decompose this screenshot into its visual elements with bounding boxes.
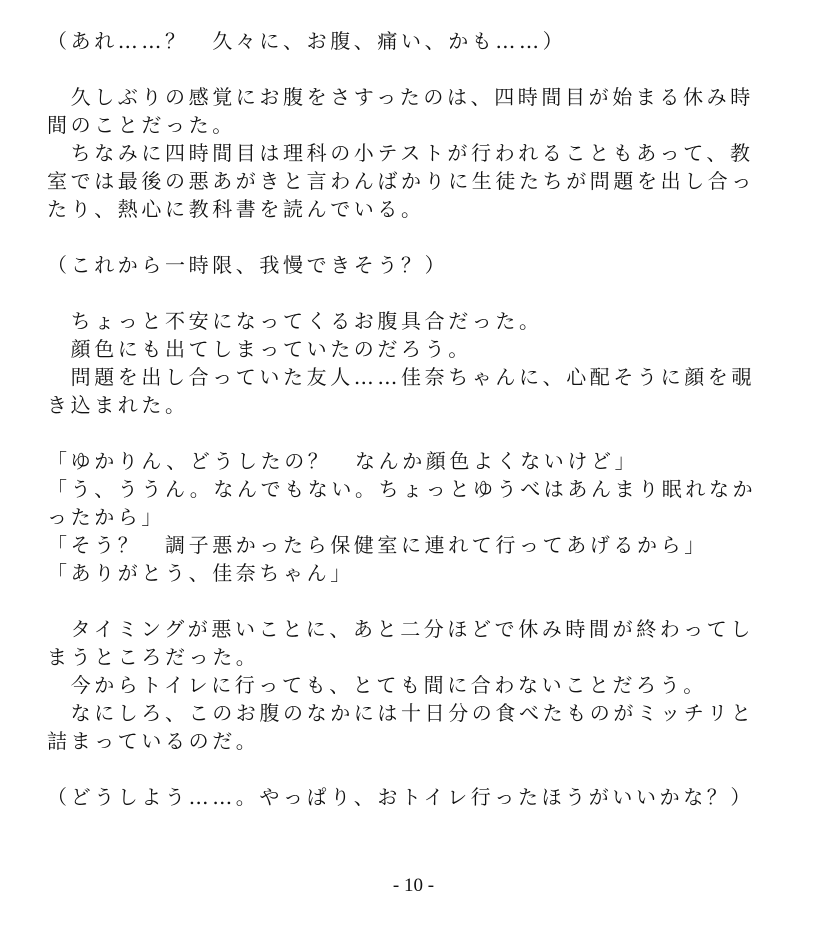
dialogue-line: 「う、ううん。なんでもない。ちょっとゆうべはあんまり眠れなか [47, 477, 757, 501]
text-line: （あれ……？ 久々に、お腹、痛い、かも……） [47, 29, 567, 53]
blank-line [47, 55, 807, 83]
text-line: 今からトイレに行っても、とても間に合わないことだろう。 [47, 673, 707, 697]
text-line: たり、熱心に教科書を読んでいる。 [47, 197, 425, 221]
text-line: 久しぶりの感覚にお腹をさすったのは、四時間目が始まる休み時 [47, 85, 754, 109]
text-line: 室では最後の悪あがきと言わんばかりに生徒たちが問題を出し合っ [47, 169, 755, 193]
text-line: （どうしよう……。やっぱり、おトイレ行ったほうがいいかな？） [47, 785, 754, 809]
blank-line [47, 419, 807, 447]
page-body [47, 27, 807, 811]
text-line: （これから一時限、我慢できそう？） [47, 253, 449, 277]
blank-line [47, 755, 807, 783]
text-line: 顔色にも出てしまっていたのだろう。 [47, 337, 472, 361]
dialogue-line: ったから」 [47, 505, 165, 529]
blank-line [47, 587, 807, 615]
blank-line [47, 279, 807, 307]
text-line: ちょっと不安になってくるお腹具合だった。 [47, 309, 543, 333]
dialogue-line: 「ありがとう、佳奈ちゃん」 [47, 561, 354, 585]
text-line: 詰まっているのだ。 [47, 729, 260, 753]
page-number: - 10 - [392, 875, 435, 896]
text-line: まうところだった。 [47, 645, 260, 669]
blank-line [47, 223, 807, 251]
text-line: 問題を出し合っていた友人……佳奈ちゃんに、心配そうに顔を覗 [47, 365, 755, 389]
text-line: なにしろ、このお腹のなかには十日分の食べたものがミッチリと [47, 701, 755, 725]
text-line: ちなみに四時間目は理科の小テストが行われることもあって、教 [47, 141, 754, 165]
dialogue-line: 「ゆかりん、どうしたの？ なんか顔色よくないけど」 [47, 449, 639, 473]
text-line: タイミングが悪いことに、あと二分ほどで休み時間が終わってし [47, 617, 754, 641]
text-line: き込まれた。 [47, 393, 189, 417]
text-line: 間のことだった。 [47, 113, 236, 137]
dialogue-line: 「そう？ 調子悪かったら保健室に連れて行ってあげるから」 [47, 533, 708, 557]
